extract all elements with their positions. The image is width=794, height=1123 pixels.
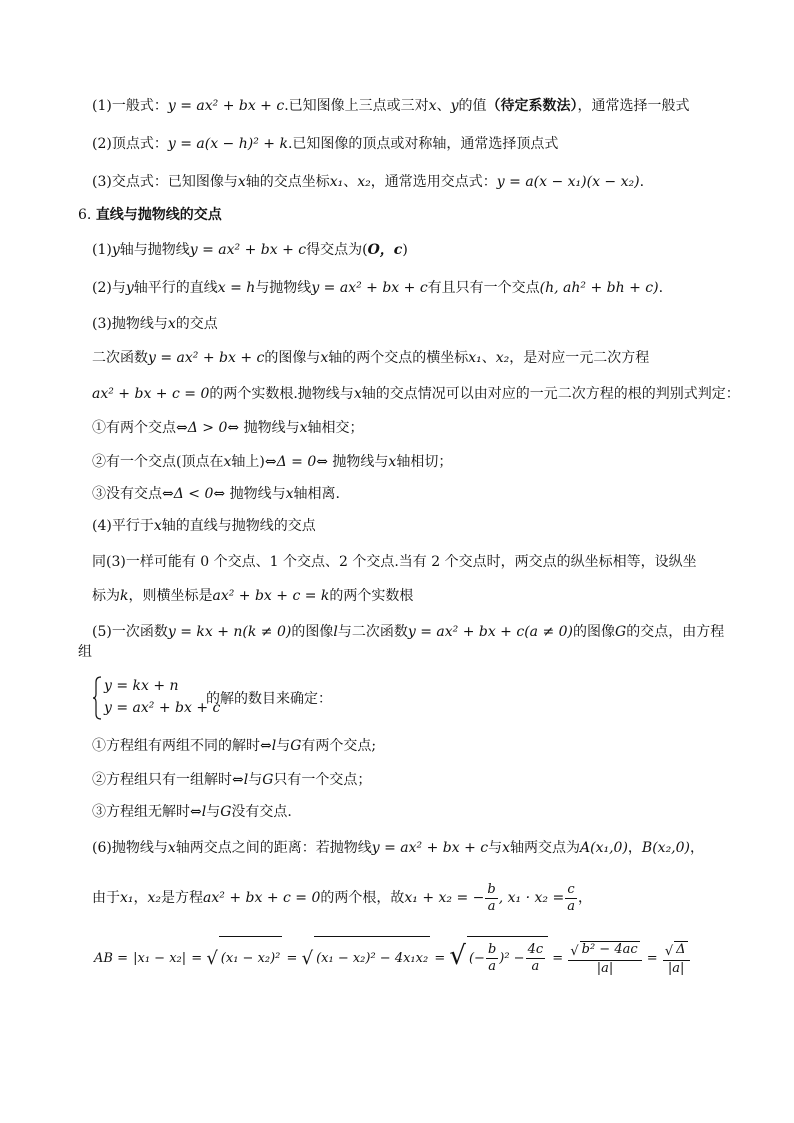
fraction-b-over-a xyxy=(485,882,497,915)
denominator: |a| xyxy=(596,960,614,976)
formula: |x₁ − x₂| xyxy=(133,951,187,966)
var: x₁ xyxy=(329,174,344,190)
paragraph-2 xyxy=(92,384,754,404)
text: 没有交点. xyxy=(231,804,292,820)
text: = xyxy=(552,951,564,966)
radicand: (x₁ − x₂)² xyxy=(219,936,283,981)
var: G xyxy=(220,804,232,820)
sub-2 xyxy=(92,278,754,298)
case-1 xyxy=(92,418,754,438)
point: (h, ah² + bh + c) xyxy=(539,280,659,296)
var: x xyxy=(167,316,176,332)
var: x xyxy=(153,518,162,534)
formula: y = ax² + bx + c xyxy=(167,98,285,114)
text: ③没有交点⇔ xyxy=(92,486,174,502)
section-heading-6 xyxy=(78,205,754,225)
sub-4 xyxy=(92,516,754,536)
fraction xyxy=(663,941,690,977)
intercept-form-line xyxy=(92,172,754,192)
text: 的交点，由方程 xyxy=(626,624,725,640)
text: 轴两交点之间的距离：若抛物线 xyxy=(175,840,372,856)
var: l xyxy=(333,624,338,640)
condition: Δ = 0 xyxy=(276,454,317,470)
formula: y = ax² + bx + c xyxy=(311,280,428,296)
var: x₁ xyxy=(120,890,134,906)
var: x xyxy=(428,98,437,114)
text: ， xyxy=(627,840,642,856)
text: ①有两个交点⇔ xyxy=(92,420,188,436)
text: 与二次函数 xyxy=(337,624,408,640)
text: 的图像 xyxy=(573,624,616,640)
text: .已知图像上三点或三对 xyxy=(284,98,429,114)
text: 轴的直线与抛物线的交点 xyxy=(161,518,316,534)
var: x xyxy=(320,350,329,366)
text: 是方程 xyxy=(161,890,204,906)
formula: y = ax² + bx + c(a ≠ 0) xyxy=(407,624,574,640)
text: 的两个实数根 xyxy=(329,588,414,604)
text: 组 xyxy=(78,644,92,660)
text: ①方程组有两组不同的解时⇔ xyxy=(92,738,272,754)
brace-icon xyxy=(92,676,102,720)
text: 轴的两个交点的横坐标 xyxy=(328,350,469,366)
equation-system xyxy=(92,676,392,720)
text: 的值 xyxy=(458,98,487,114)
formula: ax² + bx + c = k xyxy=(212,588,330,604)
numerator: b xyxy=(487,881,496,897)
paragraph-4 xyxy=(92,586,754,606)
text: 轴的交点坐标 xyxy=(245,174,330,190)
numerator: c xyxy=(567,881,575,897)
fraction-c-over-a xyxy=(565,882,577,915)
text: 轴相交； xyxy=(307,420,364,436)
var: k xyxy=(120,588,129,604)
text: = xyxy=(286,951,298,966)
formula: ax² + bx + c = 0 xyxy=(92,386,210,402)
text: 与 xyxy=(276,738,291,754)
text: . xyxy=(639,174,645,190)
formula: AB = xyxy=(94,951,128,966)
text: = xyxy=(191,951,203,966)
denominator: a xyxy=(487,898,496,914)
formula: y = ax² + bx + c xyxy=(148,350,265,366)
denominator: a xyxy=(567,898,575,914)
text: ，是对应一元二次方程 xyxy=(509,350,650,366)
numerator xyxy=(568,941,641,961)
radicand xyxy=(467,936,548,981)
text: 二次函数 xyxy=(92,350,148,366)
text: (1) xyxy=(92,242,112,258)
sub-3 xyxy=(92,314,754,334)
text: ⇔ 抛物线与 xyxy=(316,454,389,470)
text: ③方程组无解时⇔ xyxy=(92,804,202,820)
system-equation-2: y = ax² + bx + c xyxy=(104,700,221,716)
fraction xyxy=(568,941,641,977)
text: 有两个交点; xyxy=(301,738,377,754)
text: 与抛物线 xyxy=(255,280,312,296)
var: x xyxy=(388,454,397,470)
formula: y = ax² + bx + c xyxy=(371,840,489,856)
text: 的图像与 xyxy=(264,350,321,366)
var: x xyxy=(237,174,246,190)
case-3 xyxy=(92,484,754,504)
text: (3)交点式：已知图像与 xyxy=(92,174,238,190)
numerator xyxy=(663,941,690,961)
var: x₂ xyxy=(357,174,371,190)
text: (5)一次函数 xyxy=(92,624,168,640)
text: ，通常选用交点式： xyxy=(370,174,497,190)
text: ，通常选择一般式 xyxy=(577,98,690,114)
solution-case-1 xyxy=(92,736,754,756)
general-form-line xyxy=(92,96,754,116)
text: 的两个根，故 xyxy=(320,890,405,906)
text: 轴相切； xyxy=(396,454,453,470)
text: 的图像 xyxy=(291,624,334,640)
text: 得交点为( xyxy=(306,242,368,258)
bold-text: （待定系数法） xyxy=(486,98,578,114)
vieta-line xyxy=(92,878,754,918)
heading-number: 6. xyxy=(78,207,92,223)
formula: y = a(x − h)² + k xyxy=(167,136,288,152)
fraction xyxy=(526,942,546,975)
text: ， xyxy=(577,890,592,906)
var: l xyxy=(271,738,277,754)
text: 与 xyxy=(248,772,263,788)
sub-5 xyxy=(92,622,754,642)
text: 与 xyxy=(206,804,221,820)
var: G xyxy=(290,738,302,754)
var: x₁ xyxy=(468,350,482,366)
sqrt-icon: √ xyxy=(449,941,466,971)
point-b: B(x₂,0) xyxy=(641,840,690,856)
text: 与 xyxy=(488,840,503,856)
text: 同(3)一样可能有 0 个交点、1 个交点、2 个交点.当有 2 个交点时，两交点的纵坐标相等，设纵坐 xyxy=(92,554,697,570)
formula: x₁ + x₂ = − xyxy=(404,890,485,906)
sqrt-icon: √ xyxy=(570,943,579,959)
paragraph-1 xyxy=(92,348,754,368)
text: )² − xyxy=(499,951,525,966)
condition: Δ < 0 xyxy=(173,486,214,502)
vertex-form-line xyxy=(92,134,754,154)
denominator: a xyxy=(531,959,540,974)
text: = xyxy=(434,951,446,966)
formula: y = kx + n(k ≠ 0) xyxy=(167,624,292,640)
text: 、 xyxy=(481,350,496,366)
formula: ax² + bx + c = 0 xyxy=(203,890,321,906)
system-equation-1: y = kx + n xyxy=(104,678,179,694)
text: ) xyxy=(402,242,408,258)
var: x xyxy=(167,840,176,856)
var: l xyxy=(201,804,207,820)
var: x xyxy=(353,386,362,402)
text: (1)一般式： xyxy=(92,98,168,114)
text: 有且只有一个交点 xyxy=(427,280,540,296)
sub-1 xyxy=(92,240,754,260)
text: ，则横坐标是 xyxy=(128,588,213,604)
solution-case-2 xyxy=(92,770,754,790)
text: . xyxy=(658,280,664,296)
text: = xyxy=(646,951,658,966)
formula: , x₁ · x₂ = xyxy=(498,890,565,906)
formula: x = h xyxy=(217,280,256,296)
text: 轴上)⇔ xyxy=(231,454,277,470)
text: .已知图像的顶点或对称轴，通常选择顶点式 xyxy=(287,136,559,152)
var: x₂ xyxy=(147,890,162,906)
denominator: |a| xyxy=(667,960,685,976)
heading-title: 直线与抛物线的交点 xyxy=(95,207,222,223)
fraction xyxy=(486,942,498,975)
sqrt-icon: √ xyxy=(206,948,218,969)
text: 的两个实数根.抛物线与 xyxy=(209,386,354,402)
var: l xyxy=(243,772,249,788)
text: (4)平行于 xyxy=(92,518,154,534)
var: x₂ xyxy=(495,350,510,366)
radicand: (x₁ − x₂)² − 4x₁x₂ xyxy=(314,936,430,981)
var: G xyxy=(262,772,274,788)
paragraph-3 xyxy=(92,552,754,572)
var: x xyxy=(502,840,511,856)
var: x xyxy=(299,420,308,436)
radicand: Δ xyxy=(676,941,686,957)
var: x xyxy=(223,454,232,470)
var: y xyxy=(125,280,134,296)
text: ⇔ 抛物线与 xyxy=(213,486,286,502)
denominator: a xyxy=(488,959,496,974)
text: 轴平行的直线 xyxy=(133,280,218,296)
var: x xyxy=(285,486,294,502)
text: ②方程组只有一组解时⇔ xyxy=(92,772,244,788)
text: (3)抛物线与 xyxy=(92,316,168,332)
text: ⇔ 抛物线与 xyxy=(227,420,300,436)
text: 轴与抛物线 xyxy=(119,242,190,258)
point: O，c xyxy=(367,242,403,258)
numerator: 4c xyxy=(527,942,544,957)
text: ， xyxy=(133,890,148,906)
text: ②有一个交点(顶点在 xyxy=(92,454,224,470)
sqrt-icon: √ xyxy=(301,948,314,969)
point-a: A(x₁,0) xyxy=(580,840,628,856)
text: (− xyxy=(468,951,485,966)
sub-6 xyxy=(92,838,754,858)
text: 标为 xyxy=(92,588,120,604)
numerator: b xyxy=(487,942,497,957)
text: 、 xyxy=(436,98,451,114)
var: G xyxy=(615,624,627,640)
text: (2)顶点式： xyxy=(92,136,168,152)
text: (2)与 xyxy=(92,280,126,296)
formula: y = ax² + bx + c xyxy=(189,242,307,258)
text: 轴相离. xyxy=(293,486,340,502)
system-caption: 的解的数目来确定： xyxy=(206,691,332,707)
radicand: b² − 4ac xyxy=(581,941,638,957)
text: 只有一个交点； xyxy=(273,772,372,788)
var: y xyxy=(111,242,120,258)
distance-formula xyxy=(94,934,754,982)
formula: y = a(x − x₁)(x − x₂) xyxy=(496,174,640,190)
text: ， xyxy=(690,840,704,856)
text: 轴的交点情况可以由对应的一元二次方程的根的判别式判定： xyxy=(361,386,740,402)
var: y xyxy=(450,98,459,114)
case-2 xyxy=(92,452,754,472)
text: (6)抛物线与 xyxy=(92,840,168,856)
text: 、 xyxy=(343,174,358,190)
sqrt-icon: √ xyxy=(664,943,674,959)
text: 的交点 xyxy=(175,316,218,332)
sub-5-wrap xyxy=(78,642,754,662)
text: 由于 xyxy=(92,890,120,906)
text: 轴两交点为 xyxy=(510,840,581,856)
condition: Δ > 0 xyxy=(187,420,228,436)
solution-case-3 xyxy=(92,802,754,822)
